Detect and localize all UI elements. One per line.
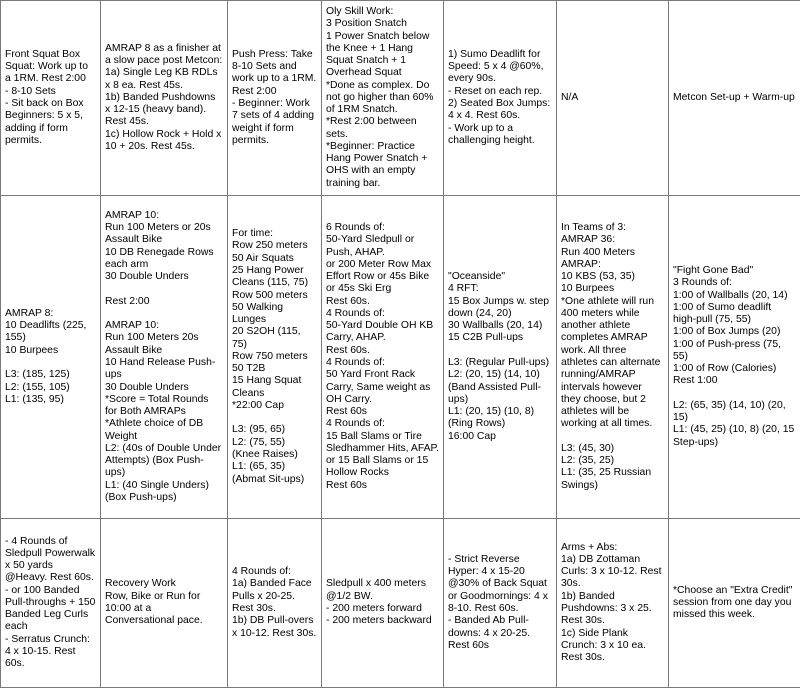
- table-cell-r3-c2: Recovery Work Row, Bike or Run for 10:00 at a Conversational pace.: [101, 519, 228, 688]
- table-row-strength: [1, 1, 800, 196]
- table-cell-r2-c6: In Teams of 3: AMRAP 36: Run 400 Meters AMRAP: 10 KBS (53, 35) 10 Burpees *One athlete will run 400 meters while another athlete completes AMRAP work. All three athletes can alternate running/AMRAP intervals however they choose, but 2 athletes will be working at all times. L3: (45, 30) L2: (35, 25) L1: (35, 25 Russian Swings): [557, 196, 669, 519]
- table-cell-r1-c1: Front Squat Box Squat: Work up to a 1RM. Rest 2:00 - 8-10 Sets - Sit back on Box Beginners: 5 x 5, adding if form permits.: [1, 1, 101, 196]
- table-cell-r3-c4: Sledpull x 400 meters @1/2 BW. - 200 meters forward - 200 meters backward: [322, 519, 444, 688]
- table-cell-r1-c4: Oly Skill Work: 3 Position Snatch 1 Power Snatch below the Knee + 1 Hang Squat Snatch + 1 Overhead Squat *Done as complex. Do not go higher than 60% of 1RM Snatch. *Rest 2:00 between sets. *Beginner: Practice Hang Power Snatch + OHS with an empty training bar.: [322, 1, 444, 196]
- table-cell-r1-c5: 1) Sumo Deadlift for Speed: 5 x 4 @60%, every 90s. - Reset on each rep. 2) Seated Box Jumps: 4 x 4. Rest 60s. - Work up to a challenging height.: [444, 1, 557, 196]
- table-row-accessory: [1, 519, 800, 688]
- table-cell-r2-c2: AMRAP 10: Run 100 Meters or 20s Assault Bike 10 DB Renegade Rows each arm 30 Double Unders Rest 2:00 AMRAP 10: Run 100 Meters 20s Assault Bike 10 Hand Release Push-ups 30 Double Unders *Score = Total Rounds for Both AMRAPs *Athlete choice of DB Weight L2: (40s of Double Under Attempts) (Box Push-ups) L1: (40 Single Unders) (Box Push-ups): [101, 196, 228, 519]
- table-cell-r1-c7: Metcon Set-up + Warm-up: [669, 1, 800, 196]
- table-row-metcon: [1, 196, 800, 519]
- table-cell-r3-c5: - Strict Reverse Hyper: 4 x 15-20 @30% of Back Squat or Goodmornings: 4 x 8-10. Rest 60s. - Banded Ab Pull-downs: 4 x 20-25. Rest 60s: [444, 519, 557, 688]
- table-cell-r2-c3: For time: Row 250 meters 50 Air Squats 25 Hang Power Cleans (115, 75) Row 500 meters 50 Walking Lunges 20 S2OH (115, 75) Row 750 meters 50 T2B 15 Hang Squat Cleans *22:00 Cap L3: (95, 65) L2: (75, 55) (Knee Raises) L1: (65, 35) (Abmat Sit-ups): [228, 196, 322, 519]
- table-cell-r3-c1: - 4 Rounds of Sledpull Powerwalk x 50 yards @Heavy. Rest 60s. - or 100 Banded Pull-throughs + 150 Banded Leg Curls each - Serratus Crunch: 4 x 10-15. Rest 60s.: [1, 519, 101, 688]
- table-cell-r3-c6: Arms + Abs: 1a) DB Zottaman Curls: 3 x 10-12. Rest 30s. 1b) Banded Pushdowns: 3 x 25. Rest 30s. 1c) Side Plank Crunch: 3 x 10 ea. Rest 30s.: [557, 519, 669, 688]
- table-cell-r3-c7: *Choose an "Extra Credit" session from one day you missed this week.: [669, 519, 800, 688]
- table-cell-r2-c1: AMRAP 8: 10 Deadlifts (225, 155) 10 Burpees L3: (185, 125) L2: (155, 105) L1: (135, 95): [1, 196, 101, 519]
- table-cell-r1-c3: Push Press: Take 8-10 Sets and work up to a 1RM. Rest 2:00 - Beginner: Work 7 sets of 4 adding weight if form permits.: [228, 1, 322, 196]
- table-cell-r3-c3: 4 Rounds of: 1a) Banded Face Pulls x 20-25. Rest 30s. 1b) DB Pull-overs x 10-12. Rest 30s.: [228, 519, 322, 688]
- table-cell-r2-c7: "Fight Gone Bad" 3 Rounds of: 1:00 of Wallballs (20, 14) 1:00 of Sumo deadlift high-pull (75, 55) 1:00 of Box Jumps (20) 1:00 of Push-press (75, 55) 1:00 of Row (Calories) Rest 1:00 L2: (65, 35) (14, 10) (20, 15) L1: (45, 25) (10, 8) (20, 15 Step-ups): [669, 196, 800, 519]
- table-cell-r1-c6: N/A: [557, 1, 669, 196]
- table-cell-r1-c2: AMRAP 8 as a finisher at a slow pace post Metcon: 1a) Single Leg KB RDLs x 8 ea. Rest 45s. 1b) Banded Pushdowns x 12-15 (heavy band). Rest 45s. 1c) Hollow Rock + Hold x 10 + 20s. Rest 45s.: [101, 1, 228, 196]
- table-cell-r2-c4: 6 Rounds of: 50-Yard Sledpull or Push, AHAP. or 200 Meter Row Max Effort Row or 45s Bike or 45s Ski Erg Rest 60s. 4 Rounds of: 50-Yard Double OH KB Carry, AHAP. Rest 60s. 4 Rounds of: 50 Yard Front Rack Carry, Same weight as OH Carry. Rest 60s 4 Rounds of: 15 Ball Slams or Tire Sledhammer Hits, AFAP. or 15 Ball Slams or 15 Hollow Rocks Rest 60s: [322, 196, 444, 519]
- table-cell-r2-c5: "Oceanside" 4 RFT: 15 Box Jumps w. step down (24, 20) 30 Wallballs (20, 14) 15 C2B Pull-ups L3: (Regular Pull-ups) L2: (20, 15) (14, 10) (Band Assisted Pull-ups) L1: (20, 15) (10, 8) (Ring Rows) 16:00 Cap: [444, 196, 557, 519]
